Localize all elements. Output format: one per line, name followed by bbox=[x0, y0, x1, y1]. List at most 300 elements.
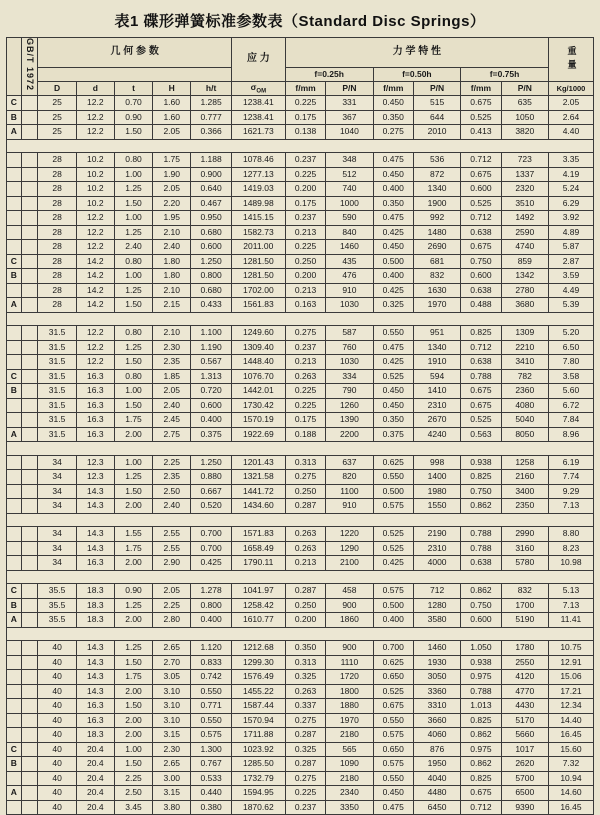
cell-f-025: 0.213 bbox=[285, 283, 325, 298]
cell-p-075: 9390 bbox=[501, 800, 548, 815]
cell-d: 20.4 bbox=[76, 771, 114, 786]
cell-t: 1.00 bbox=[114, 167, 152, 182]
cell-p-075: 5040 bbox=[501, 413, 548, 428]
cell-f-050: 0.575 bbox=[373, 728, 413, 743]
cell-weight: 16.45 bbox=[548, 728, 593, 743]
cell-H: 1.60 bbox=[153, 110, 191, 125]
cell-ht: 0.777 bbox=[191, 110, 232, 125]
row-standard-cell bbox=[21, 298, 38, 313]
row-standard-cell bbox=[21, 182, 38, 197]
cell-D: 31.5 bbox=[38, 384, 76, 399]
table-row bbox=[7, 684, 594, 699]
group-spacer bbox=[7, 442, 594, 456]
f025-header: f=0.25h bbox=[285, 68, 373, 82]
cell-t: 1.25 bbox=[114, 598, 152, 613]
row-standard-cell bbox=[21, 269, 38, 284]
cell-weight: 6.50 bbox=[548, 340, 593, 355]
cell-weight: 6.29 bbox=[548, 196, 593, 211]
cell-ht: 0.440 bbox=[191, 786, 232, 801]
cell-t: 2.00 bbox=[114, 713, 152, 728]
cell-f-075: 0.712 bbox=[461, 800, 501, 815]
cell-t: 2.00 bbox=[114, 556, 152, 571]
row-series-label bbox=[7, 413, 22, 428]
cell-t: 1.50 bbox=[114, 298, 152, 313]
cell-D: 25 bbox=[38, 96, 76, 111]
cell-f-050: 0.350 bbox=[373, 196, 413, 211]
standard-col bbox=[21, 38, 38, 96]
cell-D: 34 bbox=[38, 470, 76, 485]
cell-p-050: 3660 bbox=[413, 713, 460, 728]
cell-t: 1.00 bbox=[114, 384, 152, 399]
cell-stress: 1076.70 bbox=[231, 369, 285, 384]
table-row bbox=[7, 211, 594, 226]
cell-ht: 0.550 bbox=[191, 684, 232, 699]
cell-H: 2.05 bbox=[153, 125, 191, 140]
cell-f-075: 0.788 bbox=[461, 527, 501, 542]
cell-ht: 0.400 bbox=[191, 613, 232, 628]
cell-d: 12.2 bbox=[76, 326, 114, 341]
cell-f-075: 0.938 bbox=[461, 655, 501, 670]
cell-weight: 6.72 bbox=[548, 398, 593, 413]
table-row bbox=[7, 641, 594, 656]
header-columns-row bbox=[7, 82, 594, 96]
cell-weight: 6.19 bbox=[548, 455, 593, 470]
cell-f-050: 0.350 bbox=[373, 110, 413, 125]
col-ht: h/t bbox=[191, 82, 232, 96]
cell-p-075: 2780 bbox=[501, 283, 548, 298]
cell-f-025: 0.225 bbox=[285, 398, 325, 413]
table-row bbox=[7, 384, 594, 399]
cell-t: 1.25 bbox=[114, 225, 152, 240]
cell-D: 28 bbox=[38, 153, 76, 168]
row-standard-cell bbox=[21, 196, 38, 211]
cell-f-025: 0.313 bbox=[285, 455, 325, 470]
cell-p-025: 1030 bbox=[326, 298, 373, 313]
cell-p-025: 348 bbox=[326, 153, 373, 168]
cell-d: 18.3 bbox=[76, 728, 114, 743]
cell-stress: 1321.58 bbox=[231, 470, 285, 485]
cell-p-075: 1492 bbox=[501, 211, 548, 226]
table-row bbox=[7, 470, 594, 485]
cell-d: 10.2 bbox=[76, 182, 114, 197]
row-standard-cell bbox=[21, 240, 38, 255]
cell-p-050: 4000 bbox=[413, 556, 460, 571]
cell-weight: 3.92 bbox=[548, 211, 593, 226]
cell-f-050: 0.450 bbox=[373, 786, 413, 801]
cell-f-075: 0.862 bbox=[461, 584, 501, 599]
cell-f-050: 0.550 bbox=[373, 713, 413, 728]
cell-p-050: 4060 bbox=[413, 728, 460, 743]
row-series-label bbox=[7, 240, 22, 255]
table-row bbox=[7, 771, 594, 786]
row-series-label bbox=[7, 527, 22, 542]
cell-D: 40 bbox=[38, 713, 76, 728]
cell-H: 3.05 bbox=[153, 670, 191, 685]
cell-ht: 0.771 bbox=[191, 699, 232, 714]
row-standard-cell bbox=[21, 413, 38, 428]
cell-p-075: 723 bbox=[501, 153, 548, 168]
row-series-label: C bbox=[7, 254, 22, 269]
cell-f-050: 0.475 bbox=[373, 153, 413, 168]
cell-H: 1.60 bbox=[153, 96, 191, 111]
cell-p-025: 1460 bbox=[326, 240, 373, 255]
col-t: t bbox=[114, 82, 152, 96]
cell-H: 2.30 bbox=[153, 742, 191, 757]
cell-f-025: 0.250 bbox=[285, 484, 325, 499]
cell-p-025: 1800 bbox=[326, 684, 373, 699]
cell-f-075: 0.675 bbox=[461, 240, 501, 255]
cell-H: 2.45 bbox=[153, 413, 191, 428]
cell-f-075: 0.563 bbox=[461, 427, 501, 442]
cell-stress: 1249.60 bbox=[231, 326, 285, 341]
cell-p-075: 1017 bbox=[501, 742, 548, 757]
cell-p-025: 1220 bbox=[326, 527, 373, 542]
cell-H: 3.10 bbox=[153, 699, 191, 714]
cell-t: 1.50 bbox=[114, 699, 152, 714]
f050-header: f=0.50h bbox=[373, 68, 461, 82]
cell-stress: 1702.00 bbox=[231, 283, 285, 298]
cell-p-025: 565 bbox=[326, 742, 373, 757]
cell-D: 28 bbox=[38, 167, 76, 182]
cell-f-050: 0.550 bbox=[373, 326, 413, 341]
cell-f-075: 0.750 bbox=[461, 254, 501, 269]
cell-weight: 4.40 bbox=[548, 125, 593, 140]
cell-p-025: 1000 bbox=[326, 196, 373, 211]
cell-p-075: 3410 bbox=[501, 355, 548, 370]
cell-f-050: 0.375 bbox=[373, 427, 413, 442]
cell-p-050: 1280 bbox=[413, 598, 460, 613]
cell-p-025: 1090 bbox=[326, 757, 373, 772]
row-series-label bbox=[7, 684, 22, 699]
cell-p-025: 587 bbox=[326, 326, 373, 341]
cell-d: 10.2 bbox=[76, 196, 114, 211]
cell-p-025: 760 bbox=[326, 340, 373, 355]
cell-ht: 1.285 bbox=[191, 96, 232, 111]
table-row bbox=[7, 728, 594, 743]
cell-f-075: 0.975 bbox=[461, 670, 501, 685]
cell-p-075: 3400 bbox=[501, 484, 548, 499]
cell-f-075: 0.862 bbox=[461, 757, 501, 772]
cell-t: 1.55 bbox=[114, 527, 152, 542]
cell-t: 2.00 bbox=[114, 613, 152, 628]
cell-ht: 0.433 bbox=[191, 298, 232, 313]
table-row bbox=[7, 269, 594, 284]
cell-p-075: 4770 bbox=[501, 684, 548, 699]
row-standard-cell bbox=[21, 398, 38, 413]
cell-f-075: 0.825 bbox=[461, 326, 501, 341]
cell-weight: 7.84 bbox=[548, 413, 593, 428]
cell-stress: 1281.50 bbox=[231, 269, 285, 284]
cell-t: 1.50 bbox=[114, 196, 152, 211]
cell-weight: 4.19 bbox=[548, 167, 593, 182]
cell-weight: 7.80 bbox=[548, 355, 593, 370]
col-d: d bbox=[76, 82, 114, 96]
cell-f-050: 0.425 bbox=[373, 225, 413, 240]
cell-p-050: 2310 bbox=[413, 541, 460, 556]
cell-stress: 1448.40 bbox=[231, 355, 285, 370]
table-row bbox=[7, 196, 594, 211]
cell-ht: 0.467 bbox=[191, 196, 232, 211]
cell-d: 16.3 bbox=[76, 713, 114, 728]
table-row bbox=[7, 254, 594, 269]
cell-ht: 1.120 bbox=[191, 641, 232, 656]
cell-f-050: 0.425 bbox=[373, 556, 413, 571]
table-row bbox=[7, 427, 594, 442]
row-standard-cell bbox=[21, 153, 38, 168]
cell-p-075: 3160 bbox=[501, 541, 548, 556]
cell-f-025: 0.200 bbox=[285, 613, 325, 628]
cell-t: 1.25 bbox=[114, 182, 152, 197]
cell-weight: 5.87 bbox=[548, 240, 593, 255]
cell-weight: 8.80 bbox=[548, 527, 593, 542]
cell-D: 40 bbox=[38, 641, 76, 656]
cell-ht: 0.700 bbox=[191, 527, 232, 542]
cell-p-075: 2620 bbox=[501, 757, 548, 772]
cell-ht: 0.720 bbox=[191, 384, 232, 399]
row-series-label bbox=[7, 153, 22, 168]
cell-t: 1.25 bbox=[114, 470, 152, 485]
cell-D: 40 bbox=[38, 771, 76, 786]
cell-p-050: 515 bbox=[413, 96, 460, 111]
row-series-label bbox=[7, 225, 22, 240]
cell-t: 2.40 bbox=[114, 240, 152, 255]
cell-p-025: 1860 bbox=[326, 613, 373, 628]
table-row bbox=[7, 326, 594, 341]
cell-p-075: 782 bbox=[501, 369, 548, 384]
table-row bbox=[7, 125, 594, 140]
cell-f-025: 0.350 bbox=[285, 641, 325, 656]
row-standard-cell bbox=[21, 541, 38, 556]
row-series-label bbox=[7, 398, 22, 413]
cell-p-025: 820 bbox=[326, 470, 373, 485]
cell-p-025: 1290 bbox=[326, 541, 373, 556]
cell-weight: 14.40 bbox=[548, 713, 593, 728]
cell-f-025: 0.275 bbox=[285, 771, 325, 786]
cell-f-050: 0.700 bbox=[373, 641, 413, 656]
cell-p-050: 2190 bbox=[413, 527, 460, 542]
cell-stress: 1587.44 bbox=[231, 699, 285, 714]
cell-f-050: 0.500 bbox=[373, 598, 413, 613]
table-row bbox=[7, 699, 594, 714]
cell-p-075: 5660 bbox=[501, 728, 548, 743]
cell-ht: 0.400 bbox=[191, 413, 232, 428]
cell-d: 14.3 bbox=[76, 684, 114, 699]
cell-t: 0.90 bbox=[114, 584, 152, 599]
cell-weight: 10.94 bbox=[548, 771, 593, 786]
cell-f-025: 0.275 bbox=[285, 713, 325, 728]
cell-f-075: 0.675 bbox=[461, 384, 501, 399]
cell-p-075: 6500 bbox=[501, 786, 548, 801]
row-standard-cell bbox=[21, 728, 38, 743]
table-row bbox=[7, 786, 594, 801]
cell-p-025: 512 bbox=[326, 167, 373, 182]
cell-f-050: 0.400 bbox=[373, 269, 413, 284]
cell-p-050: 992 bbox=[413, 211, 460, 226]
cell-f-025: 0.287 bbox=[285, 757, 325, 772]
row-series-label bbox=[7, 182, 22, 197]
cell-t: 0.70 bbox=[114, 96, 152, 111]
cell-D: 31.5 bbox=[38, 369, 76, 384]
cell-t: 1.50 bbox=[114, 655, 152, 670]
cell-p-075: 8050 bbox=[501, 427, 548, 442]
cell-f-050: 0.550 bbox=[373, 771, 413, 786]
cell-H: 2.15 bbox=[153, 298, 191, 313]
cell-H: 3.10 bbox=[153, 713, 191, 728]
cell-p-025: 2180 bbox=[326, 771, 373, 786]
cell-f-050: 0.525 bbox=[373, 684, 413, 699]
cell-ht: 0.366 bbox=[191, 125, 232, 140]
cell-ht: 0.900 bbox=[191, 167, 232, 182]
cell-f-025: 0.175 bbox=[285, 196, 325, 211]
cell-ht: 1.313 bbox=[191, 369, 232, 384]
cell-p-050: 3310 bbox=[413, 699, 460, 714]
row-series-label bbox=[7, 167, 22, 182]
cell-H: 2.10 bbox=[153, 326, 191, 341]
cell-weight: 10.75 bbox=[548, 641, 593, 656]
row-series-label: A bbox=[7, 125, 22, 140]
cell-f-025: 0.275 bbox=[285, 326, 325, 341]
row-standard-cell bbox=[21, 613, 38, 628]
cell-H: 2.40 bbox=[153, 499, 191, 514]
cell-p-025: 790 bbox=[326, 384, 373, 399]
cell-D: 25 bbox=[38, 110, 76, 125]
cell-p-050: 1550 bbox=[413, 499, 460, 514]
cell-H: 2.65 bbox=[153, 757, 191, 772]
group-spacer bbox=[7, 513, 594, 527]
cell-p-075: 5780 bbox=[501, 556, 548, 571]
cell-ht: 1.300 bbox=[191, 742, 232, 757]
cell-ht: 1.278 bbox=[191, 584, 232, 599]
group-spacer bbox=[7, 312, 594, 326]
cell-stress: 1299.30 bbox=[231, 655, 285, 670]
cell-t: 1.00 bbox=[114, 269, 152, 284]
row-series-label bbox=[7, 541, 22, 556]
cell-p-075: 635 bbox=[501, 96, 548, 111]
cell-p-075: 2320 bbox=[501, 182, 548, 197]
cell-p-050: 1630 bbox=[413, 283, 460, 298]
cell-ht: 1.190 bbox=[191, 340, 232, 355]
cell-d: 20.4 bbox=[76, 800, 114, 815]
cell-f-075: 0.825 bbox=[461, 470, 501, 485]
cell-f-075: 0.638 bbox=[461, 556, 501, 571]
cell-t: 1.25 bbox=[114, 641, 152, 656]
col-D: D bbox=[38, 82, 76, 96]
cell-H: 2.65 bbox=[153, 641, 191, 656]
cell-p-050: 1910 bbox=[413, 355, 460, 370]
table-row bbox=[7, 742, 594, 757]
cell-d: 18.3 bbox=[76, 598, 114, 613]
row-series-label: A bbox=[7, 613, 22, 628]
table-row bbox=[7, 355, 594, 370]
header-group-row bbox=[7, 38, 594, 68]
cell-D: 34 bbox=[38, 484, 76, 499]
cell-ht: 0.575 bbox=[191, 728, 232, 743]
cell-f-050: 0.400 bbox=[373, 182, 413, 197]
cell-f-050: 0.675 bbox=[373, 699, 413, 714]
cell-ht: 1.188 bbox=[191, 153, 232, 168]
cell-D: 34 bbox=[38, 499, 76, 514]
row-series-label bbox=[7, 455, 22, 470]
table-row bbox=[7, 182, 594, 197]
cell-H: 1.80 bbox=[153, 254, 191, 269]
cell-p-050: 951 bbox=[413, 326, 460, 341]
cell-p-050: 2310 bbox=[413, 398, 460, 413]
cell-f-050: 0.275 bbox=[373, 125, 413, 140]
cell-stress: 1309.40 bbox=[231, 340, 285, 355]
cell-p-075: 2210 bbox=[501, 340, 548, 355]
cell-f-025: 0.163 bbox=[285, 298, 325, 313]
cell-H: 2.90 bbox=[153, 556, 191, 571]
cell-p-050: 876 bbox=[413, 742, 460, 757]
cell-f-050: 0.650 bbox=[373, 742, 413, 757]
cell-ht: 0.767 bbox=[191, 757, 232, 772]
cell-stress: 1711.88 bbox=[231, 728, 285, 743]
cell-p-075: 1050 bbox=[501, 110, 548, 125]
cell-p-050: 2670 bbox=[413, 413, 460, 428]
cell-d: 12.2 bbox=[76, 96, 114, 111]
cell-H: 3.10 bbox=[153, 684, 191, 699]
cell-H: 1.85 bbox=[153, 369, 191, 384]
row-standard-cell bbox=[21, 369, 38, 384]
cell-p-025: 900 bbox=[326, 641, 373, 656]
cell-f-075: 0.413 bbox=[461, 125, 501, 140]
cell-ht: 0.800 bbox=[191, 598, 232, 613]
cell-H: 2.80 bbox=[153, 613, 191, 628]
cell-t: 0.90 bbox=[114, 110, 152, 125]
cell-H: 1.75 bbox=[153, 153, 191, 168]
cell-f-050: 0.475 bbox=[373, 340, 413, 355]
cell-D: 35.5 bbox=[38, 584, 76, 599]
cell-weight: 12.91 bbox=[548, 655, 593, 670]
row-standard-cell bbox=[21, 110, 38, 125]
cell-D: 28 bbox=[38, 182, 76, 197]
cell-p-075: 3820 bbox=[501, 125, 548, 140]
cell-f-050: 0.350 bbox=[373, 413, 413, 428]
cell-D: 35.5 bbox=[38, 598, 76, 613]
cell-f-075: 0.675 bbox=[461, 786, 501, 801]
cell-p-050: 1970 bbox=[413, 298, 460, 313]
cell-D: 40 bbox=[38, 728, 76, 743]
cell-p-025: 2100 bbox=[326, 556, 373, 571]
cell-p-025: 2200 bbox=[326, 427, 373, 442]
header-load-row bbox=[7, 68, 594, 82]
cell-stress: 1078.46 bbox=[231, 153, 285, 168]
cell-weight: 3.35 bbox=[548, 153, 593, 168]
cell-f-075: 0.712 bbox=[461, 340, 501, 355]
cell-f-050: 0.575 bbox=[373, 499, 413, 514]
cell-f-025: 0.237 bbox=[285, 800, 325, 815]
cell-H: 2.10 bbox=[153, 225, 191, 240]
cell-stress: 1576.49 bbox=[231, 670, 285, 685]
row-series-label: B bbox=[7, 598, 22, 613]
cell-H: 2.75 bbox=[153, 427, 191, 442]
cell-p-075: 2160 bbox=[501, 470, 548, 485]
cell-f-075: 0.862 bbox=[461, 728, 501, 743]
cell-H: 3.00 bbox=[153, 771, 191, 786]
cell-H: 3.15 bbox=[153, 728, 191, 743]
cell-stress: 1212.68 bbox=[231, 641, 285, 656]
disc-spring-table bbox=[6, 37, 594, 815]
cell-weight: 8.23 bbox=[548, 541, 593, 556]
cell-f-025: 0.287 bbox=[285, 584, 325, 599]
row-series-label bbox=[7, 211, 22, 226]
cell-f-025: 0.263 bbox=[285, 541, 325, 556]
cell-p-050: 2010 bbox=[413, 125, 460, 140]
cell-f-075: 0.675 bbox=[461, 167, 501, 182]
cell-ht: 0.380 bbox=[191, 800, 232, 815]
cell-p-075: 859 bbox=[501, 254, 548, 269]
cell-p-050: 4480 bbox=[413, 786, 460, 801]
